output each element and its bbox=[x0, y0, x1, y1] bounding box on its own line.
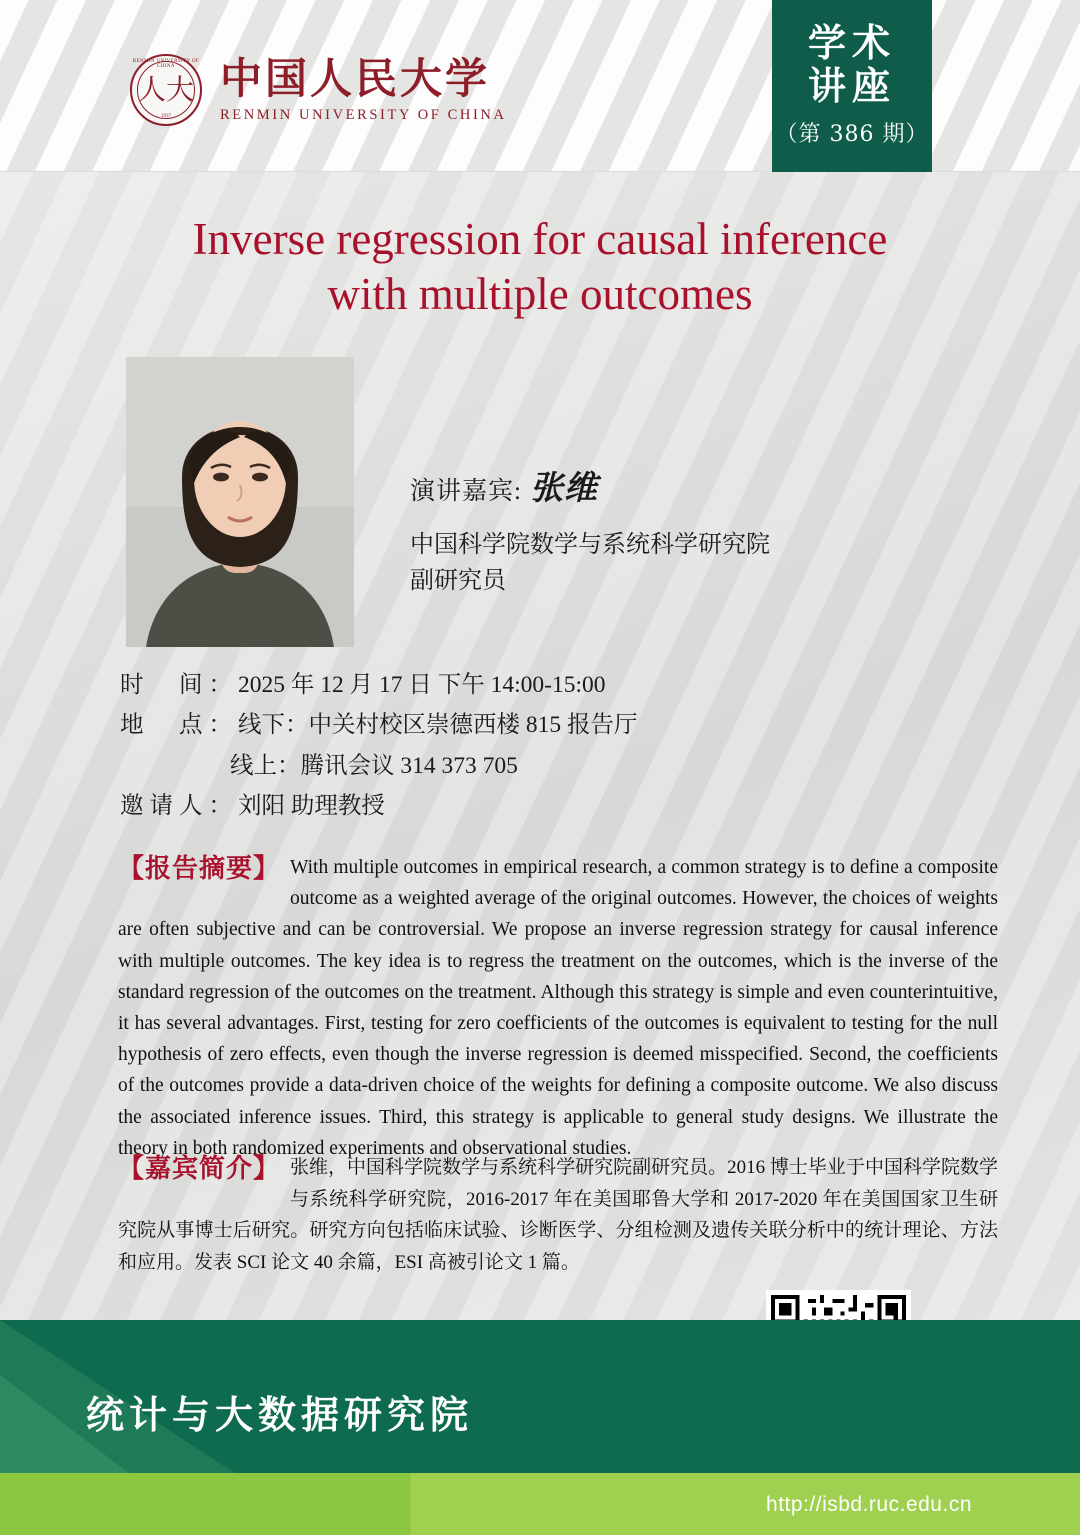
event-place-row bbox=[120, 705, 980, 745]
university-logo bbox=[130, 54, 507, 126]
banner-line-1: 学术 bbox=[807, 20, 896, 65]
lecture-banner bbox=[772, 0, 932, 172]
event-place-online-row bbox=[120, 746, 980, 786]
banner-line-2: 讲座 bbox=[807, 62, 896, 108]
speaker-label: 演讲嘉宾: bbox=[410, 478, 522, 505]
seal-top-text: RENMIN UNIVERSITY OF CHINA bbox=[132, 59, 200, 69]
speaker-photo bbox=[126, 357, 354, 647]
event-time-value: 2025 年 12 月 17 日 下午 14:00-15:00 bbox=[238, 672, 606, 698]
event-host-label: 邀请人： bbox=[120, 793, 238, 820]
bio-tag: 【嘉宾简介】 bbox=[118, 1154, 281, 1184]
website-url[interactable]: http://isbd.ruc.edu.cn bbox=[766, 1493, 972, 1516]
abstract-tag: 【报告摘要】 bbox=[118, 854, 281, 884]
event-host-row bbox=[120, 786, 980, 826]
speaker-affiliation-line-2: 副研究员 bbox=[410, 568, 506, 594]
event-place-online: 线上：腾讯会议 314 373 705 bbox=[230, 752, 518, 779]
title-line-1: Inverse regression for causal inference bbox=[192, 214, 888, 264]
event-place-offline: 线下：中关村校区崇德西楼 815 报告厅 bbox=[238, 712, 638, 739]
university-name-cn: 中国人民大学 bbox=[220, 54, 491, 104]
seal-bottom-text: 1937 bbox=[161, 114, 171, 119]
speaker-name: 张维 bbox=[529, 468, 598, 507]
bio-text: 张维，中国科学院数学与系统科学研究院副研究员。2016 博士毕业于中国科学院数学与系统科学研究院，2016-2017 年在美国耶鲁大学和 2017-2020 年在美国国家卫生研究院从事博士后研究。研究方向包括临床试验、诊断医学、分组检测及遗传关联分析中的统计理论、方法和应用。发表 SCI 论文 40 余篇，ESI 高被引论文 1 篇。 bbox=[118, 1157, 998, 1273]
bio-section bbox=[118, 1152, 998, 1278]
university-name-en: RENMIN UNIVERSITY OF CHINA bbox=[220, 106, 507, 123]
speaker-block bbox=[410, 462, 770, 599]
event-place-label: 地 点： bbox=[120, 712, 238, 739]
institute-name: 统计与大数据研究院 bbox=[86, 1392, 474, 1437]
page-title bbox=[70, 212, 1010, 322]
event-details bbox=[120, 665, 980, 827]
seal-glyph: 人大 bbox=[137, 73, 194, 106]
university-seal-icon bbox=[130, 54, 202, 126]
event-time-row bbox=[120, 665, 980, 705]
banner-issue-number: （第 386 期） bbox=[775, 122, 929, 148]
event-host-value: 刘阳 助理教授 bbox=[238, 793, 385, 820]
event-time-label: 时 间： bbox=[120, 672, 238, 698]
speaker-affiliation-line-1: 中国科学院数学与系统科学研究院 bbox=[410, 532, 770, 558]
abstract-text: With multiple outcomes in empirical research, a common strategy is to define a composite outcome as a weighted average of the original outcomes. However, the choices of weights are often subjective and can be controversial. We propose an inverse regression strategy for causal inference with multiple outcomes. The key idea is to regress the treatment on the outcomes, which is the inverse of the standard regression of the outcomes on the treatment. Although this strategy is simple and even counterintuitive, it has several advantages. First, testing for zero coefficients of the outcomes is equivalent to testing for the null hypothesis of zero effects, even though the inverse regression is deemed misspecified. Second, the coefficients of the outcomes provide a data-driven choice of the weights for defining a composite outcome. We also discuss the associated inference issues. Third, this strategy is applicable to general study designs. We illustrate the theory in both randomized experiments and observational studies. bbox=[118, 857, 998, 1159]
footer bbox=[0, 1320, 1080, 1535]
title-line-2: with multiple outcomes bbox=[327, 268, 753, 319]
abstract-section bbox=[118, 852, 998, 1164]
